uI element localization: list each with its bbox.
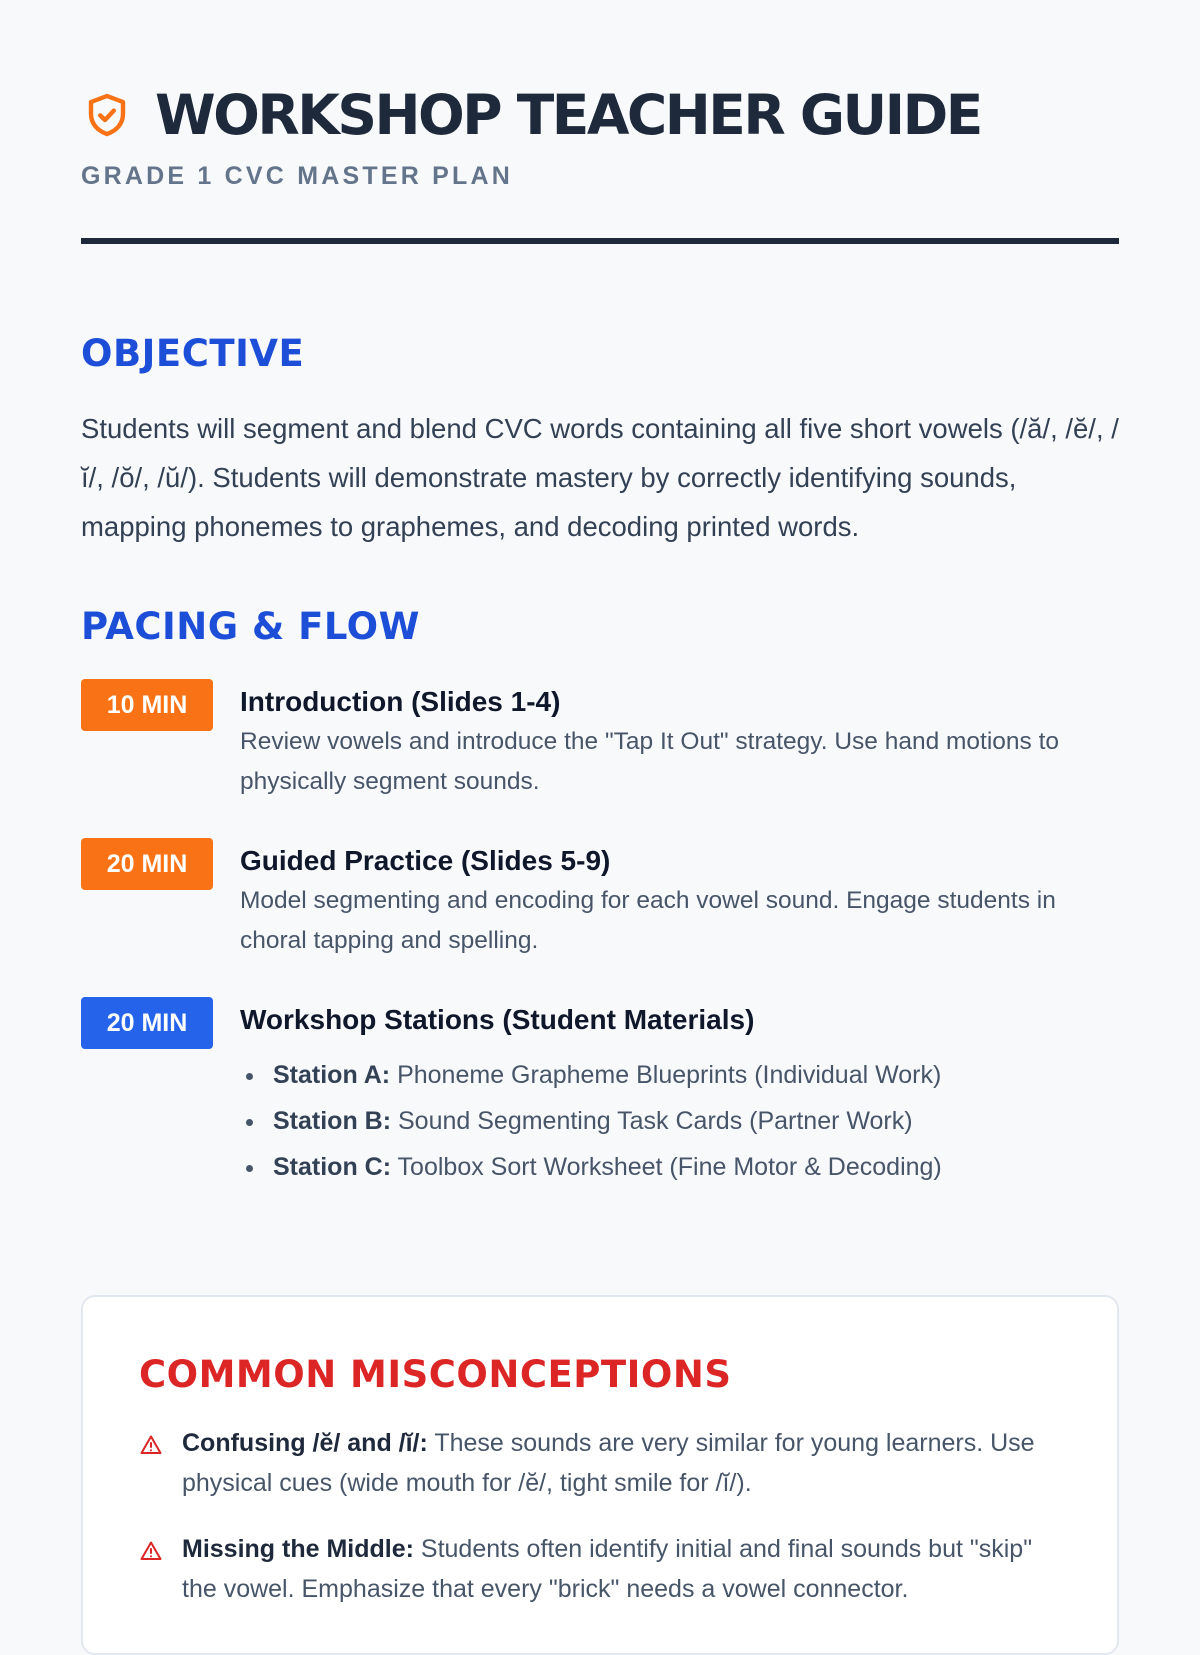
station-list: [240, 1052, 1119, 1190]
station-description: Phoneme Grapheme Blueprints (Individual Work): [397, 1061, 942, 1089]
pacing-item-introduction: [81, 679, 1119, 802]
pacing-item-description: Review vowels and introduce the "Tap It Out" strategy. Use hand motions to physically segment sounds.: [240, 728, 1060, 795]
station-item: [240, 1052, 1119, 1098]
misconception-label: Missing the Middle:: [182, 1535, 414, 1563]
pacing-item-title: Introduction (Slides 1-4): [240, 686, 561, 717]
pacing-list: [81, 679, 1119, 1190]
misconception-text: [182, 1423, 1061, 1503]
warning-triangle-icon: [139, 1433, 163, 1457]
objective-text: Students will segment and blend CVC words containing all five short vowels (/ă/, /ĕ/, /ĭ/, /ŏ/, /ŭ/). Students will demonstrate mastery by correctly identifying sounds, mapping phonemes to graphemes, and decoding printed words.: [81, 413, 1119, 542]
pacing-item-body: [240, 997, 1119, 1190]
objective-heading: OBJECTIVE: [81, 332, 305, 375]
misconceptions-list: [139, 1423, 1061, 1609]
pacing-heading: PACING & FLOW: [81, 605, 420, 648]
time-badge: 20 MIN: [81, 838, 213, 890]
pacing-item-title: Workshop Stations (Student Materials): [240, 1004, 755, 1035]
station-name: Station C:: [273, 1153, 392, 1181]
misconceptions-card: [81, 1295, 1119, 1655]
misconception-item: [139, 1529, 1061, 1609]
pacing-item-workshop-stations: [81, 997, 1119, 1190]
time-badge: 20 MIN: [81, 997, 213, 1049]
station-description: Toolbox Sort Worksheet (Fine Motor & Decoding): [397, 1153, 942, 1181]
misconception-description: These sounds are very similar for young learners. Use physical cues (wide mouth for /ĕ/, tight smile for /ĭ/).: [182, 1429, 1035, 1497]
pacing-item-description: Model segmenting and encoding for each vowel sound. Engage students in choral tapping and spelling.: [240, 887, 1056, 954]
pacing-item-body: [240, 838, 1119, 961]
page-title: WORKSHOP TEACHER GUIDE: [155, 83, 981, 147]
misconception-label: Confusing /ĕ/ and /ĭ/:: [182, 1429, 428, 1457]
shield-check-icon: [83, 91, 131, 139]
pacing-item-guided-practice: [81, 838, 1119, 961]
time-badge: 10 MIN: [81, 679, 213, 731]
misconception-item: [139, 1423, 1061, 1503]
misconceptions-heading: COMMON MISCONCEPTIONS: [139, 1353, 732, 1396]
misconception-description: Students often identify initial and final sounds but "skip" the vowel. Emphasize that every "brick" needs a vowel connector.: [182, 1535, 1033, 1603]
station-item: [240, 1144, 1119, 1190]
page-subtitle: GRADE 1 CVC MASTER PLAN: [81, 162, 513, 190]
header-divider: [81, 238, 1119, 244]
warning-triangle-icon: [139, 1539, 163, 1563]
station-name: Station A:: [273, 1061, 391, 1089]
guide-header: [81, 0, 1119, 244]
title-row: [81, 82, 1119, 148]
station-description: Sound Segmenting Task Cards (Partner Work): [398, 1107, 913, 1135]
station-item: [240, 1098, 1119, 1144]
pacing-item-title: Guided Practice (Slides 5-9): [240, 845, 611, 876]
misconception-text: [182, 1529, 1061, 1609]
pacing-item-body: [240, 679, 1119, 802]
station-name: Station B:: [273, 1107, 392, 1135]
